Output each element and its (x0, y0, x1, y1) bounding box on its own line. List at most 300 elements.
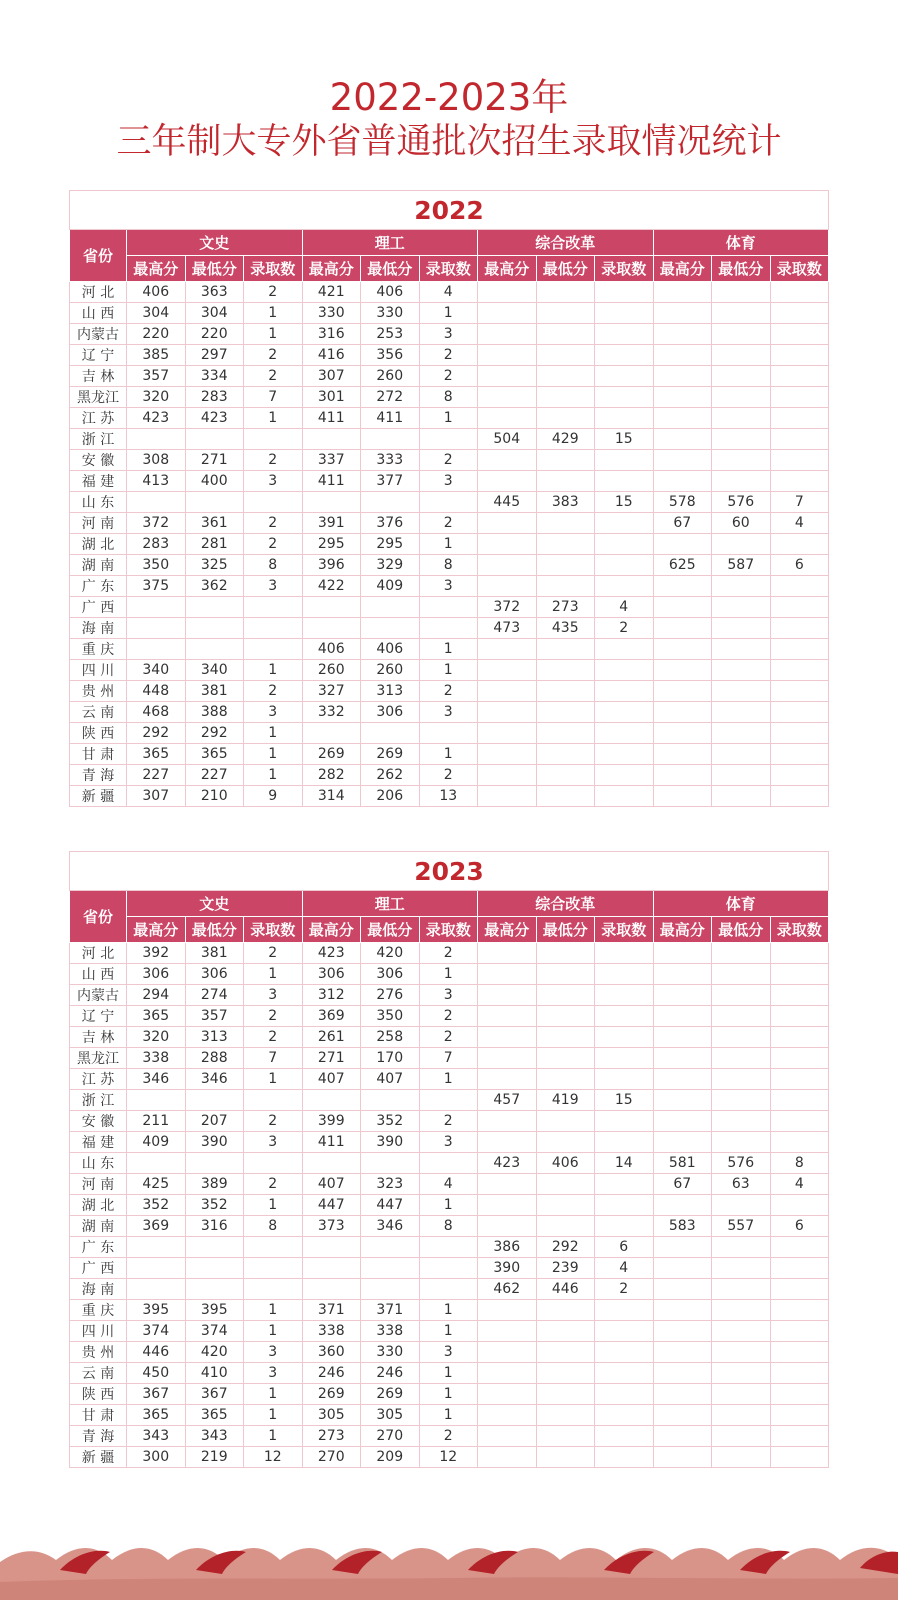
value-cell (770, 1279, 829, 1300)
value-cell (595, 324, 654, 345)
table-row (70, 1321, 829, 1342)
value-cell (770, 786, 829, 807)
value-cell (361, 1153, 420, 1174)
table-row (70, 723, 829, 744)
value-cell (536, 555, 595, 576)
value-cell (419, 1279, 478, 1300)
value-cell (536, 1300, 595, 1321)
value-cell: 305 (361, 1405, 420, 1426)
value-cell (478, 324, 537, 345)
value-cell: 276 (361, 985, 420, 1006)
province-cell: 福 建 (70, 471, 127, 492)
value-cell: 352 (361, 1111, 420, 1132)
value-cell: 306 (302, 964, 361, 985)
footer-wave-decoration (0, 1530, 898, 1600)
value-cell: 8 (244, 555, 303, 576)
value-cell: 2 (244, 1111, 303, 1132)
value-cell: 374 (127, 1321, 186, 1342)
value-cell: 227 (127, 765, 186, 786)
value-cell (653, 1048, 712, 1069)
value-cell: 253 (361, 324, 420, 345)
value-cell (478, 408, 537, 429)
value-cell: 419 (536, 1090, 595, 1111)
value-cell (770, 618, 829, 639)
value-cell (478, 985, 537, 1006)
value-cell: 269 (361, 1384, 420, 1405)
province-cell: 山 西 (70, 964, 127, 985)
province-cell: 甘 肃 (70, 1405, 127, 1426)
value-cell: 246 (302, 1363, 361, 1384)
province-cell: 湖 南 (70, 1216, 127, 1237)
value-cell (770, 345, 829, 366)
province-cell: 福 建 (70, 1132, 127, 1153)
value-cell (419, 723, 478, 744)
value-cell (712, 1090, 771, 1111)
value-cell (770, 1300, 829, 1321)
value-cell: 340 (127, 660, 186, 681)
value-cell (712, 1069, 771, 1090)
value-cell (653, 943, 712, 964)
value-cell: 8 (419, 387, 478, 408)
value-cell (653, 1342, 712, 1363)
value-cell: 337 (302, 450, 361, 471)
value-cell (478, 1216, 537, 1237)
value-cell: 12 (244, 1447, 303, 1468)
table-row (70, 366, 829, 387)
value-cell (478, 1342, 537, 1363)
value-cell (536, 723, 595, 744)
value-cell (361, 492, 420, 513)
value-cell: 445 (478, 492, 537, 513)
value-cell: 325 (185, 555, 244, 576)
value-cell: 1 (244, 1069, 303, 1090)
value-cell: 4 (595, 597, 654, 618)
value-cell: 411 (361, 408, 420, 429)
value-cell (712, 1048, 771, 1069)
value-cell: 273 (536, 597, 595, 618)
value-cell: 557 (712, 1216, 771, 1237)
value-cell (536, 345, 595, 366)
value-cell: 330 (361, 1342, 420, 1363)
value-cell (770, 366, 829, 387)
value-cell: 473 (478, 618, 537, 639)
value-cell: 305 (302, 1405, 361, 1426)
value-cell (244, 1258, 303, 1279)
value-cell (419, 618, 478, 639)
value-cell: 4 (770, 1174, 829, 1195)
value-cell (712, 366, 771, 387)
value-cell (653, 1069, 712, 1090)
value-cell: 282 (302, 765, 361, 786)
value-cell (770, 985, 829, 1006)
value-cell: 271 (185, 450, 244, 471)
value-cell (478, 1363, 537, 1384)
value-cell (712, 1321, 771, 1342)
value-cell: 1 (244, 324, 303, 345)
value-cell (712, 744, 771, 765)
value-cell: 365 (185, 744, 244, 765)
value-cell: 295 (361, 534, 420, 555)
value-cell (478, 681, 537, 702)
value-cell: 360 (302, 1342, 361, 1363)
value-cell (536, 1195, 595, 1216)
value-cell (595, 660, 654, 681)
table-row (70, 597, 829, 618)
value-cell (478, 639, 537, 660)
value-cell (536, 943, 595, 964)
table-row (70, 985, 829, 1006)
sub-column-header: 录取数 (244, 917, 303, 943)
value-cell (712, 702, 771, 723)
value-cell: 346 (185, 1069, 244, 1090)
province-column-header: 省份 (70, 891, 127, 943)
value-cell (244, 429, 303, 450)
value-cell (595, 555, 654, 576)
province-cell: 山 东 (70, 1153, 127, 1174)
value-cell: 400 (185, 471, 244, 492)
value-cell (712, 1195, 771, 1216)
value-cell (653, 964, 712, 985)
table-row (70, 681, 829, 702)
value-cell (712, 1279, 771, 1300)
sub-column-header: 录取数 (244, 256, 303, 282)
value-cell (536, 1069, 595, 1090)
value-cell: 1 (419, 1363, 478, 1384)
value-cell: 272 (361, 387, 420, 408)
province-cell: 内蒙古 (70, 324, 127, 345)
value-cell (712, 1237, 771, 1258)
value-cell: 67 (653, 1174, 712, 1195)
value-cell (302, 1153, 361, 1174)
value-cell (653, 282, 712, 303)
value-cell: 4 (419, 282, 478, 303)
value-cell: 369 (127, 1216, 186, 1237)
value-cell (595, 1384, 654, 1405)
value-cell: 239 (536, 1258, 595, 1279)
value-cell (770, 964, 829, 985)
admission-stats-table (69, 851, 829, 1468)
province-cell: 内蒙古 (70, 985, 127, 1006)
value-cell: 15 (595, 492, 654, 513)
value-cell (478, 1195, 537, 1216)
value-cell (361, 1279, 420, 1300)
value-cell (712, 1405, 771, 1426)
sub-column-header: 录取数 (419, 917, 478, 943)
value-cell (244, 597, 303, 618)
value-cell: 3 (419, 324, 478, 345)
value-cell: 67 (653, 513, 712, 534)
value-cell: 7 (770, 492, 829, 513)
value-cell: 1 (244, 1426, 303, 1447)
value-cell (770, 282, 829, 303)
value-cell: 2 (419, 943, 478, 964)
value-cell: 7 (244, 387, 303, 408)
table-row (70, 618, 829, 639)
value-cell (770, 1405, 829, 1426)
sub-column-header: 最高分 (653, 917, 712, 943)
value-cell (770, 1321, 829, 1342)
value-cell (595, 786, 654, 807)
sub-column-header: 录取数 (595, 256, 654, 282)
value-cell (595, 282, 654, 303)
value-cell (712, 985, 771, 1006)
value-cell: 587 (712, 555, 771, 576)
value-cell: 3 (244, 985, 303, 1006)
province-cell: 江 苏 (70, 1069, 127, 1090)
value-cell (478, 282, 537, 303)
value-cell (478, 366, 537, 387)
value-cell: 292 (127, 723, 186, 744)
value-cell: 332 (302, 702, 361, 723)
value-cell (653, 660, 712, 681)
value-cell: 306 (361, 964, 420, 985)
value-cell (653, 387, 712, 408)
value-cell: 576 (712, 492, 771, 513)
province-cell: 河 北 (70, 282, 127, 303)
province-cell: 广 西 (70, 597, 127, 618)
province-cell: 吉 林 (70, 366, 127, 387)
table-row (70, 765, 829, 786)
value-cell (712, 943, 771, 964)
value-cell (653, 324, 712, 345)
value-cell: 209 (361, 1447, 420, 1468)
value-cell (478, 450, 537, 471)
value-cell: 3 (244, 576, 303, 597)
page-title (0, 76, 898, 164)
value-cell (770, 303, 829, 324)
value-cell: 283 (127, 534, 186, 555)
value-cell (244, 1237, 303, 1258)
value-cell (536, 1321, 595, 1342)
sub-column-header: 最低分 (536, 256, 595, 282)
value-cell: 220 (185, 324, 244, 345)
value-cell (653, 1195, 712, 1216)
value-cell: 1 (419, 660, 478, 681)
value-cell (653, 723, 712, 744)
value-cell (595, 702, 654, 723)
value-cell: 406 (361, 639, 420, 660)
value-cell: 1 (419, 1300, 478, 1321)
table-row (70, 702, 829, 723)
province-cell: 甘 肃 (70, 744, 127, 765)
value-cell (127, 429, 186, 450)
sub-column-header: 录取数 (770, 256, 829, 282)
value-cell: 8 (770, 1153, 829, 1174)
value-cell (712, 618, 771, 639)
table-row (70, 1384, 829, 1405)
value-cell (536, 1006, 595, 1027)
value-cell (712, 597, 771, 618)
value-cell: 2 (244, 943, 303, 964)
value-cell: 2 (244, 1174, 303, 1195)
province-cell: 河 南 (70, 513, 127, 534)
value-cell (595, 639, 654, 660)
value-cell: 3 (244, 1363, 303, 1384)
province-cell: 海 南 (70, 618, 127, 639)
wave-base (0, 1577, 898, 1600)
table-row (70, 1405, 829, 1426)
value-cell: 1 (419, 1069, 478, 1090)
value-cell (536, 534, 595, 555)
value-cell (595, 723, 654, 744)
value-cell: 7 (244, 1048, 303, 1069)
table-row (70, 471, 829, 492)
value-cell (770, 429, 829, 450)
value-cell (770, 597, 829, 618)
province-cell: 湖 北 (70, 1195, 127, 1216)
value-cell (419, 1258, 478, 1279)
value-cell (185, 1153, 244, 1174)
value-cell: 2 (419, 765, 478, 786)
value-cell: 1 (419, 1195, 478, 1216)
table-row (70, 534, 829, 555)
value-cell: 2 (419, 450, 478, 471)
value-cell (127, 1258, 186, 1279)
table-row (70, 1426, 829, 1447)
value-cell: 1 (419, 534, 478, 555)
value-cell: 3 (419, 1342, 478, 1363)
value-cell: 8 (244, 1216, 303, 1237)
value-cell: 411 (302, 471, 361, 492)
sub-column-header: 录取数 (595, 917, 654, 943)
value-cell: 346 (127, 1069, 186, 1090)
value-cell: 269 (302, 744, 361, 765)
value-cell (712, 1426, 771, 1447)
table-row (70, 1111, 829, 1132)
value-cell (536, 282, 595, 303)
value-cell: 3 (419, 985, 478, 1006)
table-row (70, 1342, 829, 1363)
table-row (70, 345, 829, 366)
value-cell: 1 (244, 1384, 303, 1405)
value-cell (653, 450, 712, 471)
value-cell (712, 1300, 771, 1321)
value-cell: 357 (127, 366, 186, 387)
value-cell: 1 (244, 964, 303, 985)
value-cell (361, 1090, 420, 1111)
value-cell (712, 1384, 771, 1405)
value-cell (653, 1384, 712, 1405)
value-cell (712, 660, 771, 681)
value-cell (595, 744, 654, 765)
value-cell: 350 (361, 1006, 420, 1027)
value-cell: 1 (419, 303, 478, 324)
value-cell: 269 (361, 744, 420, 765)
value-cell (185, 1258, 244, 1279)
value-cell: 383 (536, 492, 595, 513)
value-cell: 60 (712, 513, 771, 534)
value-cell: 1 (244, 303, 303, 324)
value-cell (478, 387, 537, 408)
value-cell: 346 (361, 1216, 420, 1237)
province-cell: 河 南 (70, 1174, 127, 1195)
province-cell: 重 庆 (70, 639, 127, 660)
value-cell: 211 (127, 1111, 186, 1132)
province-cell: 河 北 (70, 943, 127, 964)
value-cell (770, 681, 829, 702)
province-cell: 青 海 (70, 765, 127, 786)
value-cell: 410 (185, 1363, 244, 1384)
value-cell: 1 (419, 964, 478, 985)
value-cell: 356 (361, 345, 420, 366)
value-cell (770, 702, 829, 723)
value-cell: 301 (302, 387, 361, 408)
value-cell: 406 (302, 639, 361, 660)
value-cell (536, 450, 595, 471)
value-cell (536, 1216, 595, 1237)
value-cell: 312 (302, 985, 361, 1006)
sub-column-header: 最高分 (478, 917, 537, 943)
value-cell: 4 (770, 513, 829, 534)
value-cell (595, 576, 654, 597)
value-cell (653, 1006, 712, 1027)
value-cell (653, 1321, 712, 1342)
value-cell (595, 964, 654, 985)
category-group-header: 理工 (302, 230, 478, 256)
value-cell (712, 1258, 771, 1279)
value-cell (185, 1279, 244, 1300)
value-cell (595, 345, 654, 366)
value-cell: 390 (361, 1132, 420, 1153)
value-cell: 300 (127, 1447, 186, 1468)
value-cell: 406 (536, 1153, 595, 1174)
table-row (70, 282, 829, 303)
value-cell (244, 639, 303, 660)
value-cell: 391 (302, 513, 361, 534)
value-cell: 371 (361, 1300, 420, 1321)
province-cell: 山 东 (70, 492, 127, 513)
value-cell (653, 702, 712, 723)
table-row (70, 786, 829, 807)
value-cell (127, 1153, 186, 1174)
value-cell (595, 1216, 654, 1237)
value-cell: 1 (244, 723, 303, 744)
province-cell: 黑龙江 (70, 387, 127, 408)
value-cell (712, 1363, 771, 1384)
value-cell (595, 1426, 654, 1447)
value-cell: 429 (536, 429, 595, 450)
value-cell: 2 (244, 450, 303, 471)
value-cell (712, 534, 771, 555)
year-table-2023 (69, 851, 828, 1468)
value-cell: 407 (302, 1174, 361, 1195)
value-cell (770, 1006, 829, 1027)
sub-column-header: 最低分 (185, 917, 244, 943)
value-cell (712, 1027, 771, 1048)
value-cell (712, 765, 771, 786)
value-cell: 6 (770, 1216, 829, 1237)
value-cell: 374 (185, 1321, 244, 1342)
value-cell (478, 303, 537, 324)
province-cell: 青 海 (70, 1426, 127, 1447)
value-cell: 423 (185, 408, 244, 429)
value-cell (653, 345, 712, 366)
value-cell: 295 (302, 534, 361, 555)
value-cell (770, 1363, 829, 1384)
value-cell: 390 (478, 1258, 537, 1279)
value-cell: 386 (478, 1237, 537, 1258)
value-cell (244, 1153, 303, 1174)
value-cell (536, 1405, 595, 1426)
value-cell (712, 408, 771, 429)
value-cell (244, 618, 303, 639)
province-cell: 安 徽 (70, 450, 127, 471)
table-row (70, 1216, 829, 1237)
value-cell: 338 (127, 1048, 186, 1069)
table-row (70, 324, 829, 345)
value-cell: 2 (419, 1426, 478, 1447)
table-row (70, 513, 829, 534)
